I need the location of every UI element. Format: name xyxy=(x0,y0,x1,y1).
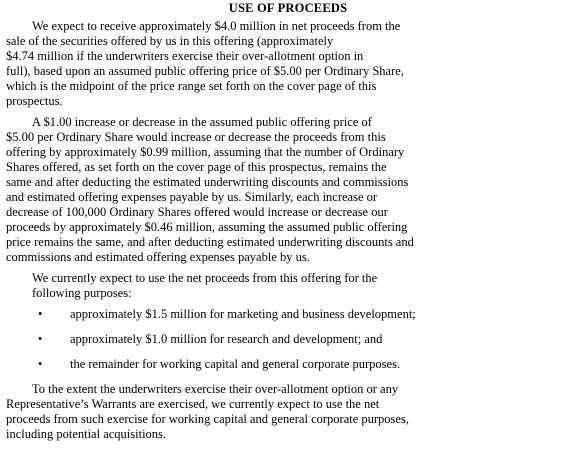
paragraph-line: proceeds by approximately $0.46 million, assuming the assumed public offering xyxy=(6,220,408,234)
paragraph-line: and estimated offering expenses payable by us. Similarly, each increase or xyxy=(6,190,378,204)
paragraph-line: A $1.00 increase or decrease in the assumed public offering price of xyxy=(32,115,372,129)
paragraph-line: To the extent the underwriters exercise their over-allotment option or any xyxy=(32,382,399,396)
list-item-text: approximately $1.0 million for research and development; and xyxy=(70,332,383,346)
list-item xyxy=(6,332,570,347)
paragraph-line: decrease of 100,000 Ordinary Shares offered would increase or decrease our xyxy=(6,205,388,219)
paragraph-line: We currently expect to use the net proceeds from this offering for the xyxy=(32,271,378,285)
paragraph-over-allotment xyxy=(6,382,570,442)
paragraph-use-intro xyxy=(6,271,570,301)
paragraph-line: Representative’s Warrants are exercised, we currently expect to use the net xyxy=(6,397,380,411)
paragraph-price-sensitivity xyxy=(6,115,570,265)
paragraph-line: same and after deducting the estimated underwriting discounts and commissions xyxy=(6,175,409,189)
paragraph-net-proceeds xyxy=(6,19,570,109)
list-item xyxy=(6,357,570,372)
paragraph-line: offering by approximately $0.99 million, assuming that the number of Ordinary xyxy=(6,145,405,159)
paragraph-line: Shares offered, as set forth on the cover page of this prospectus, remains the xyxy=(6,160,387,174)
list-item-text: approximately $1.5 million for marketing and business development; xyxy=(70,307,416,321)
paragraph-line: We expect to receive approximately $4.0 million in net proceeds from the xyxy=(32,19,401,33)
paragraph-line: full), based upon an assumed public offering price of $5.00 per Ordinary Share, xyxy=(6,64,404,78)
paragraph-line: including potential acquisitions. xyxy=(6,427,167,441)
list-item xyxy=(6,307,570,322)
paragraph-line: commissions and estimated offering expenses payable by us. xyxy=(6,250,310,264)
paragraph-line: which is the midpoint of the price range set forth on the cover page of this xyxy=(6,79,377,93)
paragraph-line: following purposes: xyxy=(32,286,132,300)
list-item-text: the remainder for working capital and general corporate purposes. xyxy=(70,357,401,371)
bullet-icon: • xyxy=(38,332,43,346)
section-title: USE OF PROCEEDS xyxy=(228,1,348,15)
paragraph-line: prospectus. xyxy=(6,94,63,108)
bullet-icon: • xyxy=(38,357,43,371)
use-of-proceeds-list xyxy=(6,307,570,372)
paragraph-line: $4.74 million if the underwriters exercise their over-allotment option in xyxy=(6,49,364,63)
paragraph-line: $5.00 per Ordinary Share would increase or decrease the proceeds from this xyxy=(6,130,386,144)
paragraph-line: price remains the same, and after deducting estimated underwriting discounts and xyxy=(6,235,414,249)
bullet-icon: • xyxy=(38,307,43,321)
paragraph-line: proceeds from such exercise for working capital and general corporate purposes, xyxy=(6,412,409,426)
paragraph-line: sale of the securities offered by us in this offering (approximately xyxy=(6,34,334,48)
